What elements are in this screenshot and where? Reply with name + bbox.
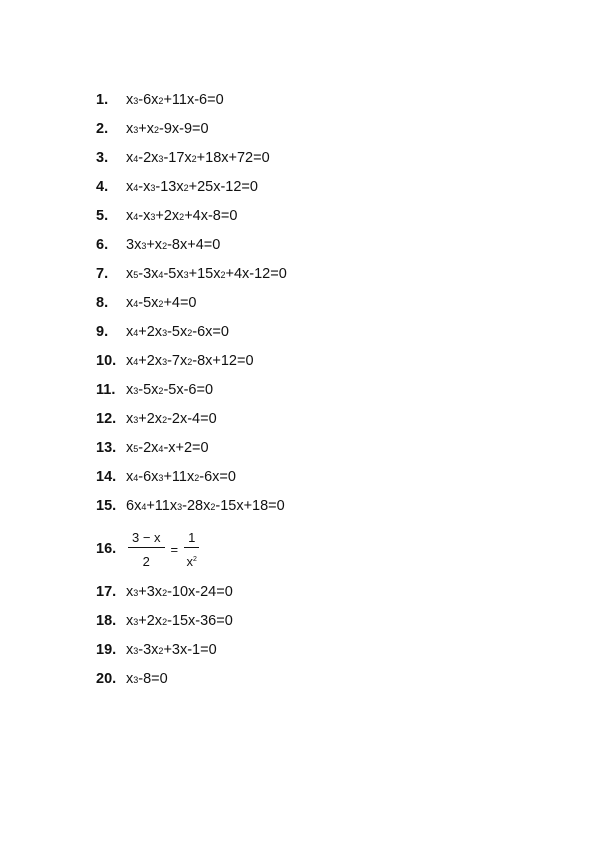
term-text: -x+2=0 xyxy=(163,440,209,457)
equation-expression: x 3 +x 2 -9x-9=0 xyxy=(126,121,209,138)
term-text: -2x-4=0 xyxy=(167,411,217,428)
term-text: -3x xyxy=(138,642,159,659)
term-text: +11x-6=0 xyxy=(163,92,224,109)
equation-row xyxy=(96,347,556,376)
equation-expression: x 3 -5x 2 -5x-6=0 xyxy=(126,382,214,399)
term-text: +2x xyxy=(138,324,163,341)
equation-expression: x 4 +2x 3 -5x 2 -6x=0 xyxy=(126,324,229,341)
term-text: -5x xyxy=(167,324,188,341)
term-text: x xyxy=(126,266,134,283)
equation-number: 10. xyxy=(96,353,117,370)
equation-number: 15. xyxy=(96,498,117,515)
equation-number: 4. xyxy=(96,179,109,196)
term-text: -15x+18=0 xyxy=(215,498,285,515)
equation-row xyxy=(96,607,556,636)
term-text: -2x xyxy=(138,150,159,167)
equation-row xyxy=(96,636,556,665)
equation-number: 20. xyxy=(96,671,117,688)
term-text: x xyxy=(126,208,134,225)
fraction xyxy=(184,531,199,568)
equation-row xyxy=(96,86,556,115)
term-text: -17x xyxy=(163,150,192,167)
term-text: -5x-6=0 xyxy=(163,382,214,399)
term-text: -13x xyxy=(155,179,184,196)
equation-expression: x 3 +3x 2 -10x-24=0 xyxy=(126,584,233,601)
equation-row xyxy=(96,665,556,694)
equation-row xyxy=(96,231,556,260)
equation-number: 19. xyxy=(96,642,117,659)
equation-number: 2. xyxy=(96,121,109,138)
term-text: x xyxy=(126,295,134,312)
equation-number: 8. xyxy=(96,295,109,312)
term-text: 3x xyxy=(126,237,142,254)
equation-expression: x 3 -6x 2 +11x-6=0 xyxy=(126,92,224,109)
term-text: +2x xyxy=(138,613,163,630)
term-text: x xyxy=(126,469,134,486)
equation-row xyxy=(96,405,556,434)
term-text: x xyxy=(126,92,134,109)
equation-number: 3. xyxy=(96,150,109,167)
equation-expression: 3x 3 +x 2 -8x+4=0 xyxy=(126,237,221,254)
term-text: x xyxy=(126,382,134,399)
equation-expression: x 5 -3x 4 -5x 3 +15x 2 +4x-12=0 xyxy=(126,266,287,283)
term-text: -5x xyxy=(138,382,159,399)
term-text: +11x xyxy=(146,498,178,515)
term-text: +25x-12=0 xyxy=(188,179,258,196)
term-text: -3x xyxy=(138,266,159,283)
denominator-text: x xyxy=(186,554,194,569)
equation-row xyxy=(96,578,556,607)
equation-number: 5. xyxy=(96,208,109,225)
term-text: +2x xyxy=(138,411,163,428)
term-text: -6x xyxy=(138,469,159,486)
term-text: +4x-8=0 xyxy=(184,208,238,225)
term-text: +4=0 xyxy=(163,295,197,312)
term-text: -15x-36=0 xyxy=(167,613,233,630)
term-text: -5x xyxy=(138,295,159,312)
term-text: -6x=0 xyxy=(199,469,236,486)
term-text: -6x=0 xyxy=(192,324,229,341)
fraction-denominator xyxy=(143,548,150,568)
equation-row xyxy=(96,144,556,173)
term-text: -8=0 xyxy=(138,671,168,688)
term-text: +15x xyxy=(188,266,221,283)
term-text: -x xyxy=(138,208,151,225)
term-text: +18x+72=0 xyxy=(196,150,270,167)
equation-row xyxy=(96,463,556,492)
term-text: +x xyxy=(146,237,163,254)
term-text: -5x xyxy=(163,266,184,283)
equation-row xyxy=(96,260,556,289)
equals-sign: = xyxy=(170,542,179,557)
equation-row xyxy=(96,115,556,144)
fraction-denominator xyxy=(187,548,197,568)
term-text: +x xyxy=(138,121,154,138)
term-text: x xyxy=(126,584,134,601)
equation-expression: x 3 -3x 2 +3x-1=0 xyxy=(126,642,217,659)
equation-number: 7. xyxy=(96,266,109,283)
equation-expression: x 4 -6x 3 +11x 2 -6x=0 xyxy=(126,469,236,486)
equation-row xyxy=(96,492,556,521)
equation-row xyxy=(96,521,556,578)
term-text: x xyxy=(126,411,134,428)
term-text: x xyxy=(126,121,134,138)
term-text: 6x xyxy=(126,498,142,515)
equation-number: 14. xyxy=(96,469,117,486)
equation-expression: x 4 -5x 2 +4=0 xyxy=(126,295,197,312)
equation-row xyxy=(96,173,556,202)
equation-number: 13. xyxy=(96,440,117,457)
term-text: -28x xyxy=(182,498,211,515)
term-text: x xyxy=(126,353,134,370)
equation-expression: x 3 -8=0 xyxy=(126,671,168,688)
fraction xyxy=(128,531,165,568)
equation-number: 1. xyxy=(96,92,109,109)
term-text: +4x-12=0 xyxy=(225,266,287,283)
term-text: -8x+12=0 xyxy=(192,353,254,370)
term-text: -6x xyxy=(138,92,159,109)
term-text: x xyxy=(126,150,134,167)
term-text: +3x xyxy=(138,584,163,601)
term-text: x xyxy=(126,179,134,196)
equation-number: 16. xyxy=(96,541,117,558)
term-text: +3x-1=0 xyxy=(163,642,217,659)
equation-expression: x 4 -x 3 +2x 2 +4x-8=0 xyxy=(126,208,238,225)
equation-expression: x 5 -2x 4 -x+2=0 xyxy=(126,440,209,457)
term-text: x xyxy=(126,613,134,630)
term-text: x xyxy=(126,671,134,688)
equation-row xyxy=(96,202,556,231)
equation-row xyxy=(96,434,556,463)
equation-number: 6. xyxy=(96,237,109,254)
fraction-numerator: 1 xyxy=(184,531,199,548)
term-text: -2x xyxy=(138,440,159,457)
equation-expression: x 3 +2x 2 -15x-36=0 xyxy=(126,613,233,630)
equation-number: 11. xyxy=(96,382,116,399)
equation-expression: x 3 +2x 2 -2x-4=0 xyxy=(126,411,217,428)
equation-expression: x 4 -x 3 -13x 2 +25x-12=0 xyxy=(126,179,258,196)
exponent: 2 xyxy=(193,556,197,563)
equation-number: 9. xyxy=(96,324,109,341)
equation-expression xyxy=(126,531,201,568)
term-text: -10x-24=0 xyxy=(167,584,233,601)
equation-expression: x 4 -2x 3 -17x 2 +18x+72=0 xyxy=(126,150,270,167)
equation-list xyxy=(96,86,556,694)
term-text: +11x xyxy=(163,469,195,486)
term-text: -7x xyxy=(167,353,188,370)
equation-number: 12. xyxy=(96,411,117,428)
equation-expression: 6x 4 +11x 3 -28x 2 -15x+18=0 xyxy=(126,498,285,515)
term-text: x xyxy=(126,642,134,659)
term-text: +2x xyxy=(138,353,163,370)
equation-row xyxy=(96,289,556,318)
term-text: x xyxy=(126,440,134,457)
equation-number: 18. xyxy=(96,613,117,630)
term-text: -9x-9=0 xyxy=(159,121,209,138)
term-text: x xyxy=(126,324,134,341)
fraction-numerator: 3 − x xyxy=(128,531,165,548)
equation-row xyxy=(96,318,556,347)
term-text: +2x xyxy=(155,208,180,225)
term-text: -x xyxy=(138,179,151,196)
term-text: -8x+4=0 xyxy=(167,237,221,254)
equation-expression: x 4 +2x 3 -7x 2 -8x+12=0 xyxy=(126,353,254,370)
denominator-text: 2 xyxy=(142,554,150,569)
equation-row xyxy=(96,376,556,405)
equation-number: 17. xyxy=(96,584,117,601)
